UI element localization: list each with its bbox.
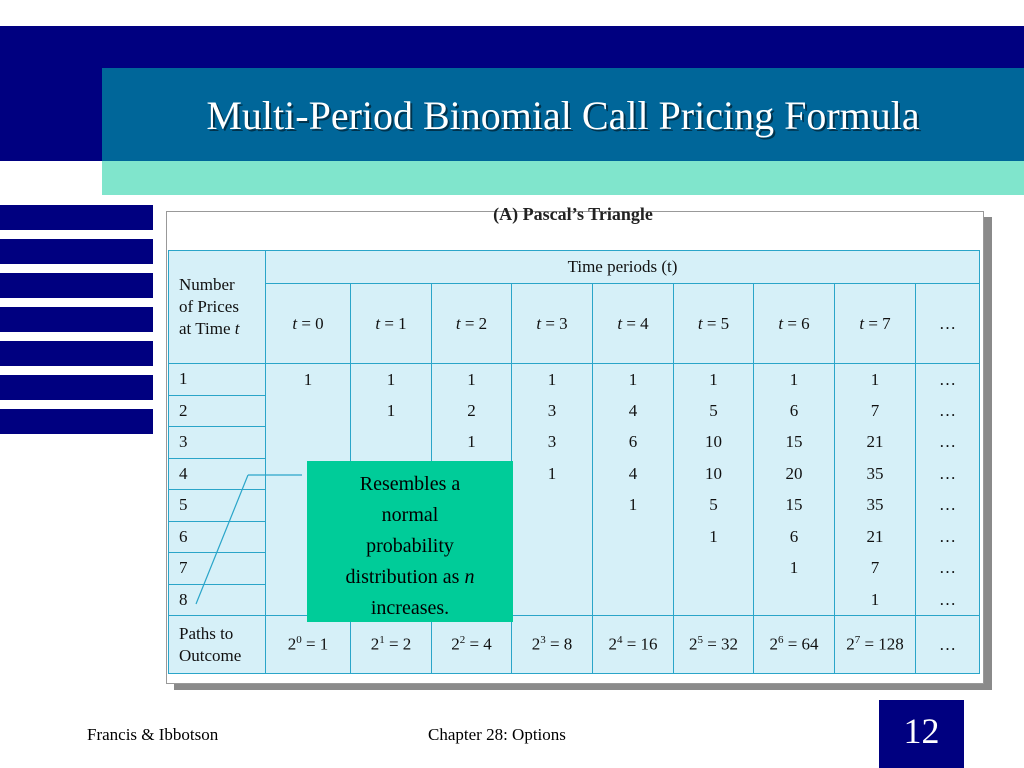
table-row — [169, 458, 980, 490]
footer-chapter: Chapter 28: Options — [428, 725, 566, 744]
table-cell — [593, 521, 674, 553]
table-cell — [266, 427, 351, 459]
table-cell: 6 — [754, 395, 835, 427]
footer-author: Francis & Ibbotson — [87, 725, 219, 744]
column-variable: t — [375, 313, 381, 333]
paths-base: 2 — [287, 634, 297, 654]
table-cell: 2 — [432, 395, 512, 427]
column-label: = 5 — [702, 313, 730, 333]
column-header — [754, 284, 835, 364]
decor-stripe — [0, 307, 153, 332]
column-label: = 2 — [460, 313, 488, 333]
table-cell — [512, 584, 593, 616]
table-cell: 5 — [674, 395, 754, 427]
column-variable: t — [778, 313, 784, 333]
paths-value: = 1 — [301, 634, 329, 654]
table-row — [169, 521, 980, 553]
callout-line: probability — [366, 535, 454, 557]
paths-exponent: 5 — [697, 634, 703, 647]
callout-variable: n — [464, 566, 475, 588]
table-cell: 7 — [835, 553, 916, 585]
table-cell: 1 — [512, 364, 593, 396]
column-header-row — [169, 284, 980, 364]
paths-exponent: 3 — [540, 634, 546, 647]
paths-base: 2 — [688, 634, 698, 654]
table-cell — [512, 521, 593, 553]
paths-row — [169, 616, 980, 674]
table-cell — [593, 584, 674, 616]
row-label: 3 — [169, 427, 266, 459]
column-variable: t — [292, 313, 298, 333]
table-cell: 1 — [351, 364, 432, 396]
paths-exponent: 1 — [379, 634, 385, 647]
table-cell: … — [916, 553, 980, 585]
decor-stripe — [0, 205, 153, 230]
time-periods-header: Time periods (t) — [266, 251, 980, 284]
table-cell: … — [916, 458, 980, 490]
decor-stripe — [0, 273, 153, 298]
table-cell: 6 — [754, 521, 835, 553]
paths-cell — [674, 616, 754, 674]
table-cell: 21 — [835, 521, 916, 553]
table-cell: 35 — [835, 458, 916, 490]
table-row — [169, 584, 980, 616]
table-cell: 3 — [512, 427, 593, 459]
row-label: 5 — [169, 490, 266, 522]
column-header — [266, 284, 351, 364]
table-cell: … — [916, 364, 980, 396]
table-cell: … — [916, 395, 980, 427]
paths-base: 2 — [608, 634, 617, 654]
column-header — [593, 284, 674, 364]
column-variable: t — [697, 313, 703, 333]
column-label: = 4 — [622, 313, 649, 333]
paths-label-text: Paths to — [179, 623, 234, 643]
paths-exponent: 0 — [296, 634, 302, 647]
row-header-text: at Time — [179, 319, 231, 338]
paths-value: = 64 — [783, 634, 819, 654]
paths-exponent: 7 — [854, 634, 861, 647]
column-label: = 1 — [380, 313, 407, 333]
row-label: 6 — [169, 521, 266, 553]
column-header — [432, 284, 512, 364]
table-cell — [754, 584, 835, 616]
table-cell: 15 — [754, 490, 835, 522]
column-label: = 3 — [541, 313, 568, 333]
table-row — [169, 364, 980, 396]
paths-cell — [432, 616, 512, 674]
column-label: = 6 — [783, 313, 810, 333]
table-cell: 5 — [674, 490, 754, 522]
row-label: 8 — [169, 584, 266, 616]
table-cell: 20 — [754, 458, 835, 490]
table-cell — [674, 584, 754, 616]
callout-line: distribution as — [345, 566, 465, 588]
paths-base: 2 — [846, 634, 855, 654]
table-cell: 1 — [432, 427, 512, 459]
decor-stripe — [0, 409, 153, 434]
column-header — [835, 284, 916, 364]
table-row — [169, 553, 980, 585]
decor-stripe — [0, 375, 153, 400]
column-label: = 0 — [297, 313, 324, 333]
column-variable: t — [617, 313, 623, 333]
paths-cell — [351, 616, 432, 674]
table-cell: 1 — [754, 553, 835, 585]
table-cell: 7 — [835, 395, 916, 427]
paths-label-text: Outcome — [179, 645, 242, 665]
table-cell: 1 — [512, 458, 593, 490]
table-cell — [512, 553, 593, 585]
column-variable: t — [859, 313, 865, 333]
callout-line: normal — [381, 504, 439, 526]
paths-cell — [266, 616, 351, 674]
row-header-text: Number — [179, 275, 235, 294]
paths-cell — [916, 616, 980, 674]
paths-cell — [754, 616, 835, 674]
column-label: … — [939, 313, 956, 333]
paths-base: 2 — [451, 634, 460, 654]
table-cell — [266, 395, 351, 427]
column-header — [674, 284, 754, 364]
paths-label — [169, 616, 266, 674]
column-header — [351, 284, 432, 364]
table-cell — [674, 553, 754, 585]
column-variable: t — [455, 313, 461, 333]
paths-value: = 32 — [702, 634, 739, 654]
row-label: 7 — [169, 553, 266, 585]
paths-exponent: 6 — [777, 634, 784, 647]
paths-cell — [593, 616, 674, 674]
table-cell: 1 — [351, 395, 432, 427]
table-cell: … — [916, 427, 980, 459]
table-cell: 1 — [674, 521, 754, 553]
paths-exponent: 4 — [616, 634, 623, 647]
table-cell: 10 — [674, 458, 754, 490]
row-label: 4 — [169, 458, 266, 490]
title-accent-band — [102, 161, 1024, 195]
table-row — [169, 427, 980, 459]
table-cell: 4 — [593, 458, 674, 490]
paths-value: … — [939, 634, 956, 654]
pascal-triangle-table — [168, 250, 980, 674]
paths-value: = 2 — [384, 634, 412, 654]
table-cell: 1 — [593, 364, 674, 396]
table-cell: 35 — [835, 490, 916, 522]
page-number: 12 — [903, 711, 940, 751]
column-label: = 7 — [864, 313, 891, 333]
decor-stripe — [0, 341, 153, 366]
table-cell: 1 — [593, 490, 674, 522]
row-label: 1 — [169, 364, 266, 396]
table-cell: 1 — [835, 584, 916, 616]
paths-cell — [512, 616, 593, 674]
row-header-text: of Prices — [179, 297, 239, 316]
header-row — [169, 251, 980, 284]
callout-line: Resembles a — [359, 473, 461, 495]
table-row — [169, 490, 980, 522]
paths-value: = 8 — [545, 634, 573, 654]
row-label: 2 — [169, 395, 266, 427]
table-cell: … — [916, 521, 980, 553]
paths-base: 2 — [370, 634, 380, 654]
table-cell: 4 — [593, 395, 674, 427]
table-cell — [593, 553, 674, 585]
table-cell: 1 — [754, 364, 835, 396]
table-cell: 1 — [835, 364, 916, 396]
row-header-cell — [169, 251, 266, 364]
table-cell: … — [916, 490, 980, 522]
callout-line: increases. — [370, 597, 450, 619]
table-cell: 3 — [512, 395, 593, 427]
paths-value: = 128 — [860, 634, 904, 654]
row-header-variable: t — [234, 319, 240, 338]
paths-cell — [835, 616, 916, 674]
paths-base: 2 — [531, 634, 541, 654]
table-cell: 6 — [593, 427, 674, 459]
table-cell: 1 — [266, 364, 351, 396]
paths-base: 2 — [769, 634, 778, 654]
table-row — [169, 395, 980, 427]
table-cell: 1 — [432, 364, 512, 396]
callout-note — [307, 461, 513, 622]
paths-value: = 16 — [622, 634, 658, 654]
table-caption: (A) Pascal’s Triangle — [493, 204, 653, 224]
table-cell: 15 — [754, 427, 835, 459]
column-header — [916, 284, 980, 364]
decor-stripe — [0, 239, 153, 264]
column-header — [512, 284, 593, 364]
table-cell: 10 — [674, 427, 754, 459]
column-variable: t — [536, 313, 542, 333]
slide-title: Multi-Period Binomial Call Pricing Formula — [206, 93, 920, 138]
table-cell: 21 — [835, 427, 916, 459]
paths-value: = 4 — [465, 634, 492, 654]
table-cell: … — [916, 584, 980, 616]
paths-exponent: 2 — [459, 634, 466, 647]
table-cell: 1 — [674, 364, 754, 396]
table-cell — [512, 490, 593, 522]
table-cell — [351, 427, 432, 459]
